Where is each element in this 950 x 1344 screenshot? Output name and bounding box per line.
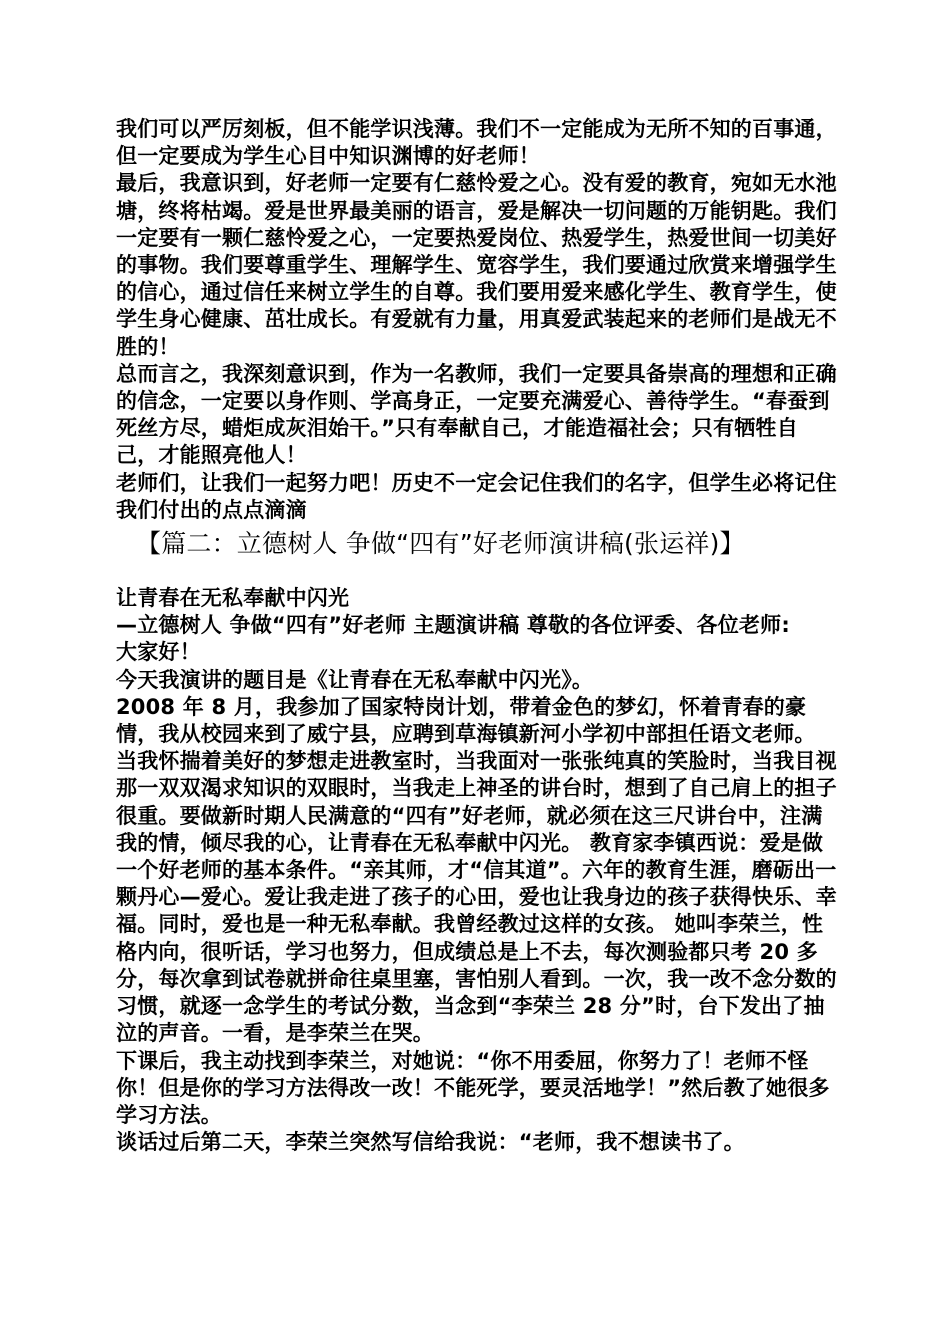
speech-subtitle: —立德树人 争做“四有”好老师 主题演讲稿 尊敬的各位评委、各位老师: — [116, 613, 790, 638]
speech-title: 让青春在无私奉献中闪光 — [116, 586, 350, 611]
body-paragraph: 2008 年 8 月，我参加了国家特岗计划，带着金色的梦幻，怀着青春的豪情，我从校园来到了威宁县，应聘到草海镇新河小学初中部担任语文老师。 当我怀揣着美好的梦想走进教室时，当我面对一张张纯真的笑脸时，当我目视那一双双渴求知识的双眼时，当我走上神圣的讲台时，想到了自己肩上的担子很重。要做新时期人民满意的“四有”好老师，就必须在这三尺讲台中，注满我的情，倾尽我的心，让青春在无私奉献中闪光。 教育家李镇西说：爱是做一个好老师的基本条件。“亲其师，才“信其道”。六年的教育生涯，磨砺出一颗丹心—爱心。爱让我走进了孩子的心田，爱也让我身边的孩子获得快乐、幸福。同时，爱也是一种无私奉献。我曾经教过这样的女孩。 她叫李荣兰，性格内向，很听话，学习也努力，但成绩总是上不去，每次测验都只考 20 多分，每次拿到试卷就拼命往桌里塞，害怕别人看到。一次，我一改不念分数的习惯，就逐一念学生的考试分数，当念到“李荣兰 28 分”时，台下发出了抽泣的声音。一看，是李荣兰在哭。 — [116, 694, 837, 1046]
body-paragraph: 老师们，让我们一起努力吧！历史不一定会记住我们的名字，但学生必将记住我们付出的点点滴滴 — [116, 470, 837, 522]
section-spacer — [116, 561, 838, 585]
body-paragraph: 大家好！ — [116, 640, 201, 665]
section-heading: 【篇二：立德树人 争做“四有”好老师演讲稿(张运祥)】 — [136, 529, 745, 559]
document-body — [116, 116, 838, 1156]
body-paragraph: 今天我演讲的题目是《让青春在无私奉献中闪光》。 — [116, 667, 594, 692]
body-paragraph: 谈话过后第二天，李荣兰突然写信给我说：“老师，我不想读书了。 — [116, 1130, 745, 1155]
body-paragraph: 总而言之，我深刻意识到，作为一名教师，我们一定要具备崇高的理想和正确的信念，一定要以身作则、学高身正，一定要充满爱心、善待学生。“春蚕到死丝方尽，蜡炬成灰泪始干。”只有奉献自己，才能造福社会；只有牺牲自己，才能照亮他人！ — [116, 361, 837, 468]
body-paragraph: 最后，我意识到，好老师一定要有仁慈怜爱之心。没有爱的教育，宛如无水池塘，终将枯竭。爱是世界最美丽的语言，爱是解决一切问题的万能钥匙。我们一定要有一颗仁慈怜爱之心，一定要热爱岗位、热爱学生，热爱世间一切美好的事物。我们要尊重学生、理解学生、宽容学生，我们要通过欣赏来增强学生的信心，通过信任来树立学生的自尊。我们要用爱来感化学生、教育学生，使学生身心健康、茁壮成长。有爱就有力量，用真爱武装起来的老师们是战无不胜的！ — [116, 171, 837, 359]
body-paragraph: 下课后，我主动找到李荣兰，对她说：“你不用委屈，你努力了！老师不怪你！但是你的学习方法得改一改！不能死学，要灵活地学！”然后教了她很多学习方法。 — [116, 1048, 830, 1127]
body-paragraph: 我们可以严厉刻板，但不能学识浅薄。我们不一定能成为无所不知的百事通，但一定要成为学生心目中知识渊博的好老师！ — [116, 117, 837, 169]
